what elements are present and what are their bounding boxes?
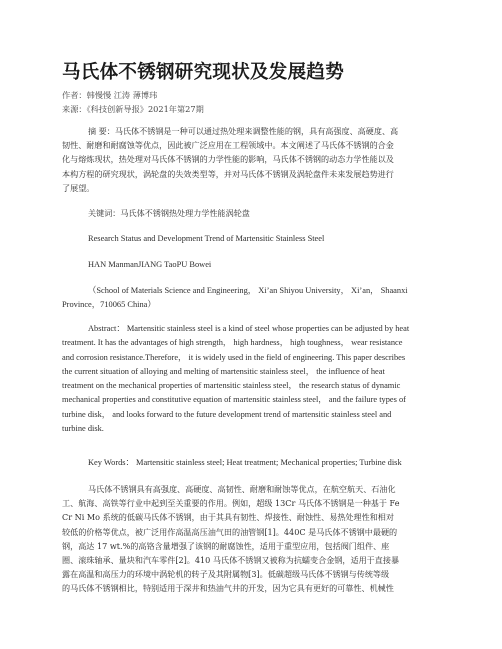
abstract-en-line: and corrosion resistance.Therefore， it is widely used in the field of engineering. This paper describes	[62, 352, 406, 362]
abstract-en-line: treatment on the mechanical properties of martensitic stainless steel， the research status of dynamic	[62, 381, 401, 391]
abstract-en-line: turbine disk， and looks forward to the future development trend of martensitic stainless steel and	[62, 409, 392, 419]
body-line: 工、航海、高铁等行业中起到至关重要的作用。例如，超级 13Cr 马氏体不锈钢是一种基于 Fe	[62, 498, 400, 509]
english-title: Research Status and Development Trend of Martensitic Stainless Steel	[88, 234, 325, 243]
body-line: 圈、滚珠轴承、量块和汽车零件[2]。410 马氏体不锈钢又被称为抗蠕变合金钢，适用于直接暴	[62, 555, 400, 566]
abstract-en-line: treatment. It has the advantages of high strength， high hardness， high toughness， wear resistance	[62, 338, 403, 348]
abstract-en-line: turbine disk.	[62, 424, 104, 434]
body-line: 马氏体不锈钢具有高强度、高硬度、高韧性、耐磨和耐蚀等优点，在航空航天、石油化	[88, 484, 396, 494]
keywords-en-text: Key Words： Martensitic stainless steel; Heat treatment; Mechanical properties; Turbine disk	[88, 458, 402, 467]
abstract-cn-line: 了展望。	[62, 182, 95, 193]
keywords-cn-text: 关键词：马氏体不锈钢热处理力学性能涡轮盘	[88, 208, 250, 218]
body-line: 较低的价格等优点，被广泛用作高温高压油气田的油管钢[1]。440C 是马氏体不锈钢中最硬的	[62, 526, 398, 537]
keywords-cn	[62, 206, 444, 220]
body-line: 钢，高达 17 wt.%的高铬含量增强了该钢的耐腐蚀性，适用于重型应用，包括阀门组件、座	[62, 540, 390, 551]
title-en-block	[62, 232, 444, 246]
source-line: 来源：《科技创新导报》2021年第27期	[62, 104, 204, 114]
affiliation-line: Province，710065 China）	[62, 300, 156, 310]
body-line: 的马氏体不锈钢相比，特别适用于深井和热油气井的开发，因为它具有更好的可靠性、机械性	[62, 583, 394, 594]
abstract-cn-line: 本构方程的研究现状，涡轮盘的失效类型等，并对马氏体不锈钢及涡轮盘件未来发展趋势进行	[62, 168, 394, 179]
article-title: 马氏体不锈钢研究现状及发展趋势	[62, 62, 345, 83]
body-text	[62, 482, 444, 596]
abstract-cn-line: 摘 要：马氏体不锈钢是一种可以通过热处理来调整性能的钢，具有高强度、高硬度、高	[88, 126, 399, 136]
authors-en-block	[62, 258, 444, 272]
abstract-cn-line: 韧性、耐磨和耐腐蚀等优点，因此被广泛应用在工程领域中。本文阐述了马氏体不锈钢的合金	[62, 140, 394, 151]
body-line: 露在高温和高压力的环境中涡轮机的转子及其附属物[3]。低碳超级马氏体不锈钢与传统等级	[62, 569, 390, 580]
keywords-en-block	[62, 456, 444, 470]
abstract-en-line: mechanical properties and constitutive equation of martensitic stainless steel， and the failure types of	[62, 395, 406, 405]
abstract-en-line: the current situation of alloying and melting of martensitic stainless steel， the influence of heat	[62, 366, 385, 376]
abstract-cn	[62, 124, 444, 195]
affiliation-en	[62, 284, 444, 312]
author-line: 作者：韩慢慢 江涛 薄博玮	[62, 90, 158, 100]
english-authors: HAN ManmanJIANG TaoPU Bowei	[88, 260, 212, 269]
abstract-en-line: Abstract： Martensitic stainless steel is a kind of steel whose properties can be adjusted by heat	[88, 324, 410, 333]
affiliation-line: （School of Materials Science and Engineering， Xi’an Shiyou University， Xi’an， Shaanxi	[88, 286, 408, 295]
abstract-en	[62, 322, 444, 436]
abstract-cn-line: 化与熔炼现状，热处理对马氏体不锈钢的力学性能的影响，马氏体不锈钢的动态力学性能以及	[62, 154, 394, 165]
body-line: Cr Ni Mo 系统的低碳马氏体不锈钢，由于其具有韧性、焊接性、耐蚀性、易热处理性和相对	[62, 512, 394, 523]
